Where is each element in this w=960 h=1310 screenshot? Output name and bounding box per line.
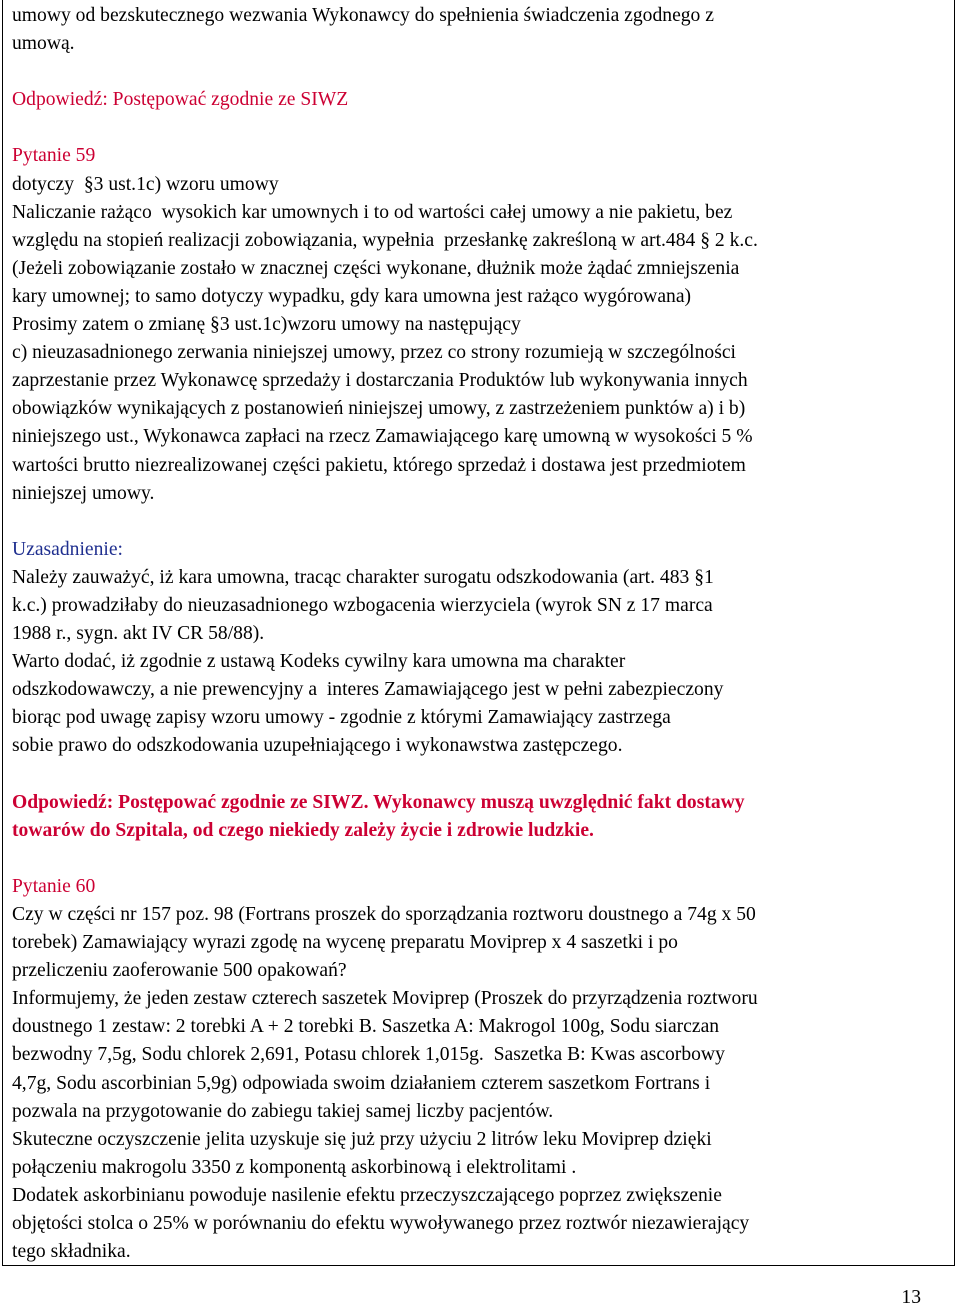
text-line: 4,7g, Sodu ascorbinian 5,9g) odpowiada swoim działaniem czterem saszetkom Fortrans i — [12, 1072, 711, 1094]
text-line: względu na stopień realizacji zobowiązania, wypełnia przesłankę zakreśloną w art.484 § 2 k.c. — [12, 229, 758, 251]
text-line: wartości brutto niezrealizowanej części pakietu, którego sprzedaż i dostawa jest przedmiotem — [12, 454, 746, 476]
document-body — [12, 2, 948, 1266]
answer-59: Odpowiedź: Postępować zgodnie ze SIWZ. Wykonawcy muszą uwzględnić fakt dostawy — [12, 791, 745, 813]
question-60 — [12, 873, 948, 1266]
previous-question-tail — [12, 2, 948, 58]
text-line: niniejszej umowy. — [12, 482, 155, 504]
question-59 — [12, 142, 948, 844]
text-line: Informujemy, że jeden zestaw czterech saszetek Moviprep (Proszek do przyrządzenia roztworu — [12, 988, 758, 1010]
text-line: Naliczanie rażąco wysokich kar umownych i to od wartości całej umowy a nie pakietu, bez — [12, 201, 733, 223]
page-number: 13 — [901, 1287, 921, 1308]
text-line: biorąc pod uwagę zapisy wzoru umowy - zgodnie z którymi Zamawiający zastrzega — [12, 707, 671, 729]
question-title: Pytanie 59 — [12, 145, 96, 167]
text-line: k.c.) prowadziłaby do nieuzasadnionego wzbogacenia wierzyciela (wyrok SN z 17 marca — [12, 594, 713, 616]
text-line: doustnego 1 zestaw: 2 torebki A + 2 torebki B. Saszetka A: Makrogol 100g, Sodu siarczan — [12, 1016, 720, 1038]
question-title: Pytanie 60 — [12, 875, 96, 897]
text-line: niniejszego ust., Wykonawca zapłaci na rzecz Zamawiającego karę umowną w wysokości 5 % — [12, 426, 753, 448]
text-line: pozwala na przygotowanie do zabiegu takiej samej liczby pacjentów. — [12, 1100, 554, 1122]
answer-previous: Odpowiedź: Postępować zgodnie ze SIWZ — [12, 89, 349, 111]
text-line: Należy zauważyć, iż kara umowna, tracąc charakter surogatu odszkodowania (art. 483 §1 — [12, 566, 714, 588]
text-line: dotyczy §3 ust.1c) wzoru umowy — [12, 173, 279, 195]
text-line: Prosimy zatem o zmianę §3 ust.1c)wzoru umowy na następujący — [12, 314, 521, 336]
justification-label: Uzasadnienie: — [12, 538, 123, 560]
text-line: bezwodny 7,5g, Sodu chlorek 2,691, Potasu chlorek 1,015g. Saszetka B: Kwas ascorbowy — [12, 1044, 725, 1066]
text-line: sobie prawo do odszkodowania uzupełniającego i wykonawstwa zastępczego. — [12, 735, 623, 757]
text-line: odszkodowawczy, a nie prewencyjny a interes Zamawiającego jest w pełni zabezpieczony — [12, 679, 724, 701]
text-line: (Jeżeli zobowiązanie zostało w znacznej części wykonane, dłużnik może żądać zmniejszenia — [12, 257, 740, 279]
text-line: połączeniu makrogolu 3350 z komponentą askorbinową i elektrolitami . — [12, 1156, 577, 1178]
text-line: tego składnika. — [12, 1241, 131, 1263]
text-line: torebek) Zamawiający wyrazi zgodę na wycenę preparatu Moviprep x 4 saszetki i po — [12, 932, 678, 954]
text-line: zaprzestanie przez Wykonawcę sprzedaży i dostarczania Produktów lub wykonywania innych — [12, 370, 748, 392]
text-line: Czy w części nr 157 poz. 98 (Fortrans proszek do sporządzania roztworu doustnego a 74g x 50 — [12, 904, 756, 925]
text-line: umową. — [12, 33, 75, 55]
text-line: Dodatek askorbinianu powoduje nasilenie efektu przeczyszczającego poprzez zwiększenie — [12, 1184, 722, 1206]
text-line: c) nieuzasadnionego zerwania niniejszej umowy, przez co strony rozumieją w szczególności — [12, 342, 736, 364]
text-line: przeliczeniu zaoferowanie 500 opakowań? — [12, 960, 347, 982]
text-line: Warto dodać, iż zgodnie z ustawą Kodeks cywilny kara umowna ma charakter — [12, 651, 626, 673]
text-line: 1988 r., sygn. akt IV CR 58/88). — [12, 623, 265, 645]
text-line: obowiązków wynikających z postanowień niniejszej umowy, z zastrzeżeniem punktów a) i b) — [12, 398, 746, 420]
text-line: Skuteczne oczyszczenie jelita uzyskuje się już przy użyciu 2 litrów leku Moviprep dzięki — [12, 1128, 712, 1150]
text-line: objętości stolca o 25% w porównaniu do efektu wywoływanego przez roztwór niezawierający — [12, 1213, 750, 1235]
text-line: umowy od bezskutecznego wezwania Wykonawcy do spełnienia świadczenia zgodnego z — [12, 5, 714, 26]
answer-59: towarów do Szpitala, od czego niekiedy zależy życie i zdrowie ludzkie. — [12, 819, 594, 841]
text-line: kary umownej; to samo dotyczy wypadku, gdy kara umowna jest rażąco wygórowana) — [12, 285, 692, 307]
